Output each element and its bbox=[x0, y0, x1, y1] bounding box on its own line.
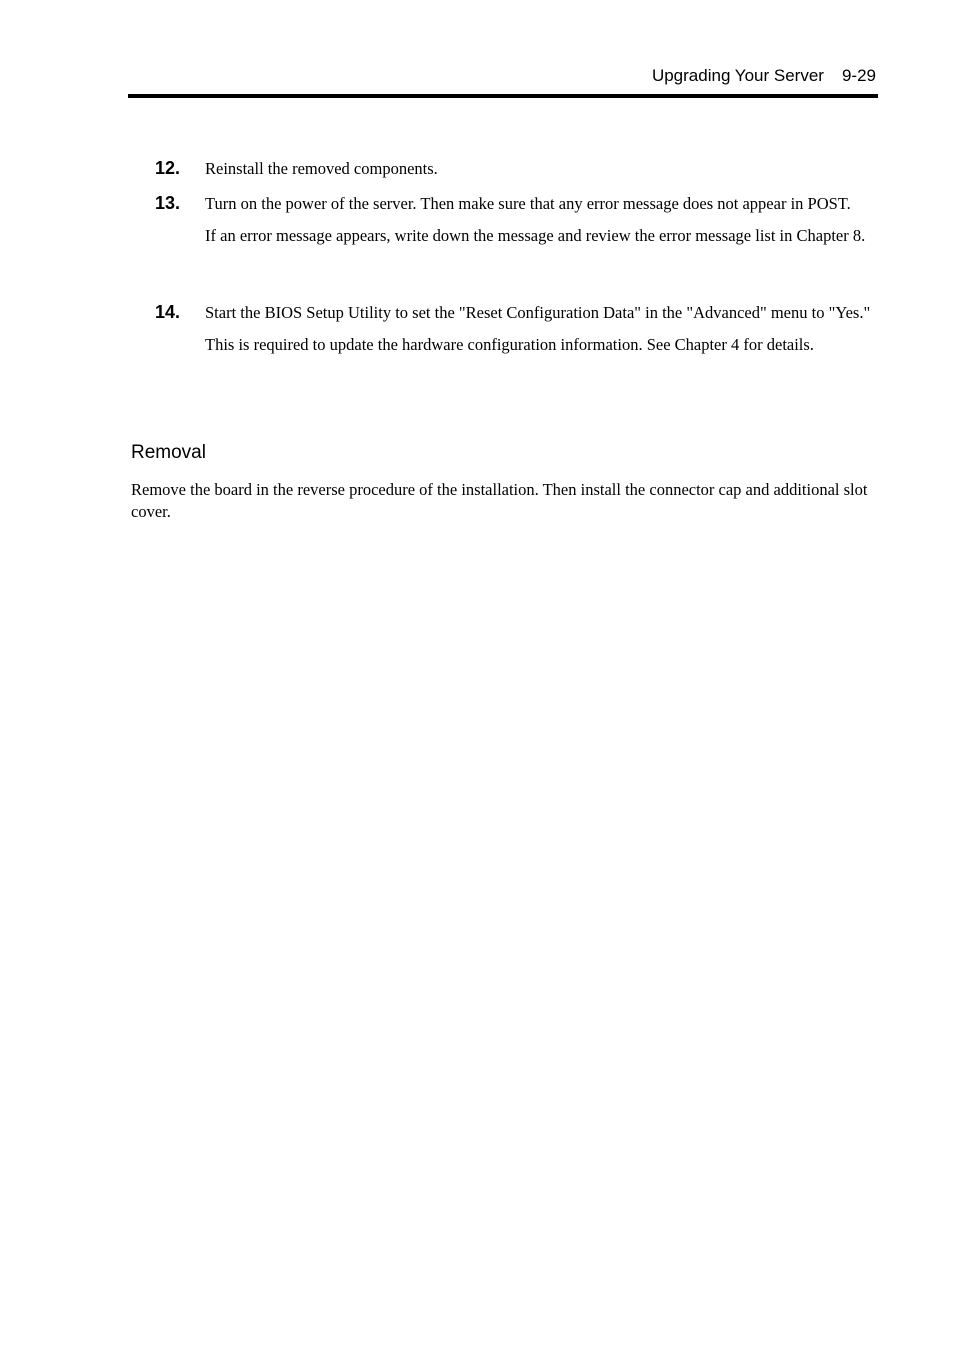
page-number: 9-29 bbox=[841, 66, 876, 85]
step-body bbox=[205, 302, 877, 356]
step-note: If an error message appears, write down the message and review the error message list in Chapter 8. bbox=[205, 226, 866, 245]
removal-heading: Removal bbox=[131, 442, 206, 463]
step-body bbox=[205, 158, 877, 180]
step-number: 14. bbox=[155, 302, 181, 322]
header-text bbox=[652, 66, 876, 86]
step-text: Turn on the power of the server. Then make sure that any error message does not appear in POST. bbox=[205, 194, 851, 213]
header-title: Upgrading Your Server bbox=[651, 66, 824, 85]
step-text: Start the BIOS Setup Utility to set the "Reset Configuration Data" in the "Advanced" menu to "Yes." bbox=[205, 303, 871, 322]
step-body bbox=[205, 193, 877, 247]
removal-body: Remove the board in the reverse procedure of the installation. Then install the connector cap and additional slot cover. bbox=[131, 480, 868, 521]
header-rule bbox=[128, 94, 878, 98]
step-number: 13. bbox=[155, 193, 181, 213]
page-header bbox=[128, 64, 878, 98]
step-note: This is required to update the hardware configuration information. See Chapter 4 for details. bbox=[205, 335, 814, 354]
step-number: 12. bbox=[155, 158, 181, 178]
step-text: Reinstall the removed components. bbox=[205, 159, 438, 178]
